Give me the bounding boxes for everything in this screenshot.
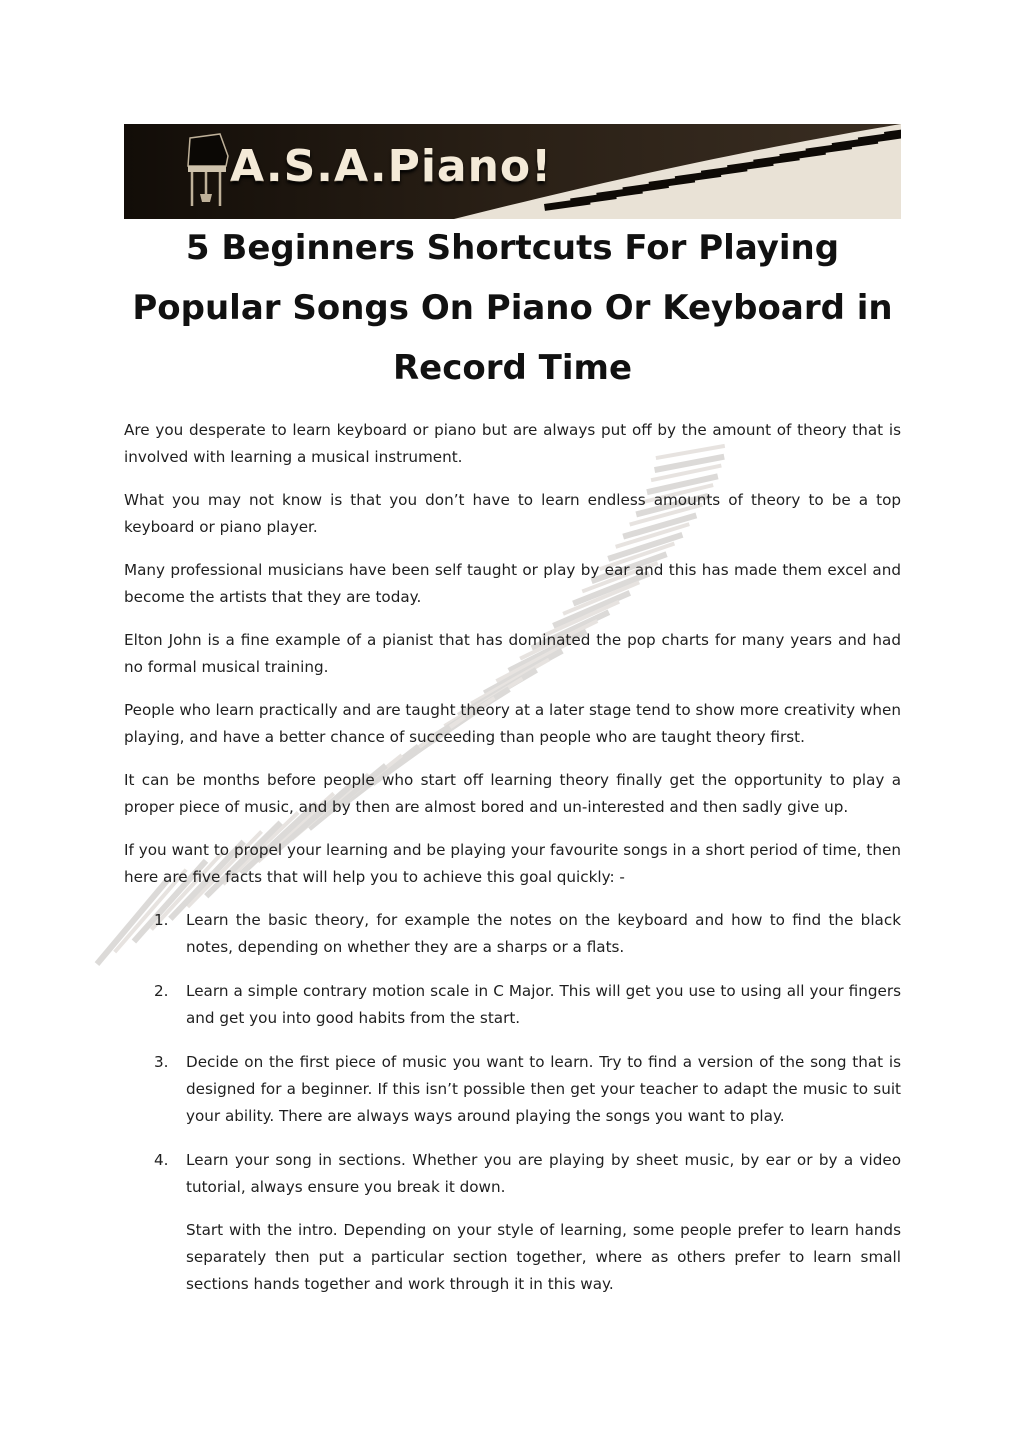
list-item-text: Learn a simple contrary motion scale in C Major. This will get you use to using all your fingers and get you into good habits from the start.: [186, 982, 901, 1027]
list-number: 3.: [154, 1053, 169, 1071]
header-banner: [124, 124, 901, 219]
page-title: 5 Beginners Shortcuts For Playing Popular Songs On Piano Or Keyboard in Record Time: [132, 228, 893, 388]
article-body: [124, 417, 901, 1315]
paragraph: Elton John is a fine example of a pianist that has dominated the pop charts for many years and had no formal musical training.: [124, 631, 901, 676]
list-item: [124, 978, 901, 1032]
list-item-subparagraph: Start with the intro. Depending on your style of learning, some people prefer to learn hands separately then put a particular section together, where as others prefer to learn small sections hands together and work through it in this way.: [186, 1221, 901, 1293]
paragraph: What you may not know is that you don’t have to learn endless amounts of theory to be a top keyboard or piano player.: [124, 491, 901, 536]
steps-list: [124, 907, 901, 1298]
paragraph: Are you desperate to learn keyboard or piano but are always put off by the amount of theory that is involved with learning a musical instrument.: [124, 421, 901, 466]
list-item: [124, 1147, 901, 1298]
list-item: [124, 1049, 901, 1130]
paragraph: It can be months before people who start off learning theory finally get the opportunity to play a proper piece of music, and by then are almost bored and un-interested and then sadly give up.: [124, 771, 901, 816]
list-item: [124, 907, 901, 961]
list-number: 4.: [154, 1151, 169, 1169]
paragraph: Many professional musicians have been self taught or play by ear and this has made them excel and become the artists that they are today.: [124, 561, 901, 606]
list-item-text: Learn your song in sections. Whether you are playing by sheet music, by ear or by a video tutorial, always ensure you break it down.: [186, 1151, 901, 1196]
list-number: 1.: [154, 911, 169, 929]
paragraph: If you want to propel your learning and be playing your favourite songs in a short period of time, then here are five facts that will help you to achieve this goal quickly: -: [124, 841, 901, 886]
paragraph: People who learn practically and are taught theory at a later stage tend to show more creativity when playing, and have a better chance of succeeding than people who are taught theory first.: [124, 701, 901, 746]
list-item-text: Decide on the first piece of music you want to learn. Try to find a version of the song that is designed for a beginner. If this isn’t possible then get your teacher to adapt the music to suit your ability. There are always ways around playing the songs you want to play.: [186, 1053, 901, 1125]
logo-text: A.S.A.Piano!: [230, 142, 553, 193]
list-item-text: Learn the basic theory, for example the notes on the keyboard and how to find the black notes, depending on whether they are a sharps or a flats.: [186, 911, 901, 956]
grand-piano-icon: [180, 132, 232, 212]
list-number: 2.: [154, 982, 169, 1000]
